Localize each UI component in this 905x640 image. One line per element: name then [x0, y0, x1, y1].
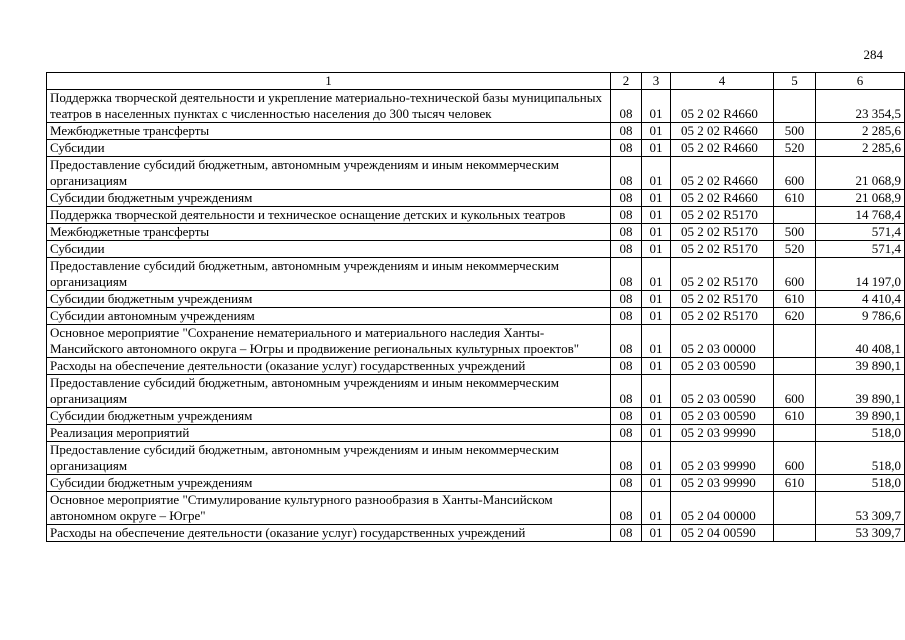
row-target-code: 05 2 03 99990 [671, 442, 774, 475]
row-subsection: 01 [642, 358, 671, 375]
row-name: Предоставление субсидий бюджетным, автономным учреждениям и иным некоммерческим организациям [47, 375, 611, 408]
row-subsection: 01 [642, 442, 671, 475]
row-section: 08 [611, 207, 642, 224]
row-section: 08 [611, 190, 642, 207]
row-expense-type: 610 [774, 190, 816, 207]
row-subsection: 01 [642, 408, 671, 425]
row-amount: 14 768,4 [816, 207, 905, 224]
row-name: Субсидии бюджетным учреждениям [47, 408, 611, 425]
row-amount: 9 786,6 [816, 308, 905, 325]
row-amount: 4 410,4 [816, 291, 905, 308]
header-row [47, 73, 905, 90]
row-target-code: 05 2 03 99990 [671, 425, 774, 442]
row-target-code: 05 2 02 R4660 [671, 157, 774, 190]
row-subsection: 01 [642, 325, 671, 358]
row-target-code: 05 2 02 R4660 [671, 123, 774, 140]
row-target-code: 05 2 03 00590 [671, 408, 774, 425]
row-target-code: 05 2 02 R4660 [671, 140, 774, 157]
row-section: 08 [611, 123, 642, 140]
row-amount: 571,4 [816, 241, 905, 258]
row-target-code: 05 2 02 R4660 [671, 190, 774, 207]
row-section: 08 [611, 308, 642, 325]
row-amount: 21 068,9 [816, 157, 905, 190]
table-row [47, 475, 905, 492]
row-subsection: 01 [642, 308, 671, 325]
row-name: Межбюджетные трансферты [47, 224, 611, 241]
table-row [47, 442, 905, 475]
row-amount: 40 408,1 [816, 325, 905, 358]
row-name: Расходы на обеспечение деятельности (оказание услуг) государственных учреждений [47, 525, 611, 542]
row-name: Субсидии бюджетным учреждениям [47, 475, 611, 492]
row-target-code: 05 2 04 00000 [671, 492, 774, 525]
row-name: Субсидии бюджетным учреждениям [47, 291, 611, 308]
row-name: Основное мероприятие "Сохранение нематериального и материального наследия Ханты-Мансийского автономного округа – Югры и продвижение региональных культурных проектов" [47, 325, 611, 358]
header-col-6: 6 [816, 73, 905, 90]
row-subsection: 01 [642, 90, 671, 123]
row-subsection: 01 [642, 224, 671, 241]
row-amount: 2 285,6 [816, 123, 905, 140]
row-expense-type: 500 [774, 224, 816, 241]
row-subsection: 01 [642, 123, 671, 140]
row-amount: 14 197,0 [816, 258, 905, 291]
row-subsection: 01 [642, 425, 671, 442]
table-row [47, 140, 905, 157]
header-col-5: 5 [774, 73, 816, 90]
table-row [47, 123, 905, 140]
row-target-code: 05 2 03 00000 [671, 325, 774, 358]
row-name: Субсидии автономным учреждениям [47, 308, 611, 325]
row-name: Основное мероприятие "Стимулирование культурного разнообразия в Ханты-Мансийском автономном округе – Югре" [47, 492, 611, 525]
row-expense-type: 600 [774, 442, 816, 475]
row-subsection: 01 [642, 157, 671, 190]
row-subsection: 01 [642, 525, 671, 542]
row-target-code: 05 2 03 00590 [671, 375, 774, 408]
row-target-code: 05 2 02 R5170 [671, 291, 774, 308]
row-expense-type [774, 325, 816, 358]
page-number: 284 [863, 47, 883, 62]
row-subsection: 01 [642, 190, 671, 207]
row-amount: 23 354,5 [816, 90, 905, 123]
row-subsection: 01 [642, 241, 671, 258]
row-subsection: 01 [642, 375, 671, 408]
row-amount: 571,4 [816, 224, 905, 241]
row-section: 08 [611, 442, 642, 475]
row-amount: 518,0 [816, 442, 905, 475]
row-section: 08 [611, 408, 642, 425]
row-expense-type: 610 [774, 475, 816, 492]
row-amount: 39 890,1 [816, 375, 905, 408]
table-row [47, 425, 905, 442]
row-target-code: 05 2 02 R5170 [671, 224, 774, 241]
row-expense-type: 520 [774, 140, 816, 157]
row-expense-type: 600 [774, 157, 816, 190]
row-target-code: 05 2 02 R5170 [671, 207, 774, 224]
row-name: Предоставление субсидий бюджетным, автономным учреждениям и иным некоммерческим организациям [47, 157, 611, 190]
row-expense-type [774, 90, 816, 123]
table-row [47, 241, 905, 258]
table-row [47, 90, 905, 123]
row-expense-type: 600 [774, 375, 816, 408]
row-amount: 39 890,1 [816, 358, 905, 375]
table-row [47, 375, 905, 408]
row-subsection: 01 [642, 475, 671, 492]
row-amount: 518,0 [816, 425, 905, 442]
row-subsection: 01 [642, 258, 671, 291]
row-target-code: 05 2 02 R5170 [671, 258, 774, 291]
table-row [47, 325, 905, 358]
row-expense-type [774, 207, 816, 224]
row-amount: 21 068,9 [816, 190, 905, 207]
row-expense-type: 610 [774, 291, 816, 308]
row-section: 08 [611, 425, 642, 442]
row-amount: 53 309,7 [816, 492, 905, 525]
table-row [47, 207, 905, 224]
row-name: Субсидии [47, 241, 611, 258]
row-name: Субсидии бюджетным учреждениям [47, 190, 611, 207]
budget-table [46, 72, 905, 542]
row-section: 08 [611, 325, 642, 358]
table-row [47, 492, 905, 525]
row-section: 08 [611, 475, 642, 492]
row-name: Поддержка творческой деятельности и техническое оснащение детских и кукольных театров [47, 207, 611, 224]
table-row [47, 308, 905, 325]
table-row [47, 291, 905, 308]
row-subsection: 01 [642, 291, 671, 308]
row-subsection: 01 [642, 492, 671, 525]
row-amount: 39 890,1 [816, 408, 905, 425]
row-section: 08 [611, 224, 642, 241]
row-amount: 518,0 [816, 475, 905, 492]
row-section: 08 [611, 258, 642, 291]
row-target-code: 05 2 03 99990 [671, 475, 774, 492]
row-expense-type [774, 525, 816, 542]
row-expense-type: 520 [774, 241, 816, 258]
header-col-1: 1 [47, 73, 611, 90]
table-row [47, 224, 905, 241]
table-body [47, 90, 905, 542]
row-expense-type: 600 [774, 258, 816, 291]
row-expense-type: 610 [774, 408, 816, 425]
row-amount: 53 309,7 [816, 525, 905, 542]
table-row [47, 258, 905, 291]
row-name: Межбюджетные трансферты [47, 123, 611, 140]
row-subsection: 01 [642, 207, 671, 224]
header-col-3: 3 [642, 73, 671, 90]
row-name: Предоставление субсидий бюджетным, автономным учреждениям и иным некоммерческим организациям [47, 258, 611, 291]
row-name: Субсидии [47, 140, 611, 157]
table-row [47, 358, 905, 375]
row-section: 08 [611, 157, 642, 190]
row-target-code: 05 2 04 00590 [671, 525, 774, 542]
row-name: Реализация мероприятий [47, 425, 611, 442]
row-name: Предоставление субсидий бюджетным, автономным учреждениям и иным некоммерческим организациям [47, 442, 611, 475]
row-name: Поддержка творческой деятельности и укрепление материально-технической базы муниципальных театров в населенных пунктах с численностью населения до 300 тысяч человек [47, 90, 611, 123]
row-section: 08 [611, 90, 642, 123]
table-row [47, 157, 905, 190]
row-section: 08 [611, 492, 642, 525]
row-subsection: 01 [642, 140, 671, 157]
row-expense-type: 620 [774, 308, 816, 325]
header-col-4: 4 [671, 73, 774, 90]
table-row [47, 190, 905, 207]
row-name: Расходы на обеспечение деятельности (оказание услуг) государственных учреждений [47, 358, 611, 375]
row-expense-type: 500 [774, 123, 816, 140]
row-amount: 2 285,6 [816, 140, 905, 157]
row-target-code: 05 2 02 R5170 [671, 241, 774, 258]
row-expense-type [774, 492, 816, 525]
row-target-code: 05 2 03 00590 [671, 358, 774, 375]
row-section: 08 [611, 241, 642, 258]
row-expense-type [774, 358, 816, 375]
row-target-code: 05 2 02 R4660 [671, 90, 774, 123]
row-section: 08 [611, 375, 642, 408]
header-col-2: 2 [611, 73, 642, 90]
row-expense-type [774, 425, 816, 442]
row-section: 08 [611, 358, 642, 375]
row-section: 08 [611, 140, 642, 157]
row-section: 08 [611, 525, 642, 542]
table-row [47, 408, 905, 425]
row-section: 08 [611, 291, 642, 308]
table-row [47, 525, 905, 542]
row-target-code: 05 2 02 R5170 [671, 308, 774, 325]
